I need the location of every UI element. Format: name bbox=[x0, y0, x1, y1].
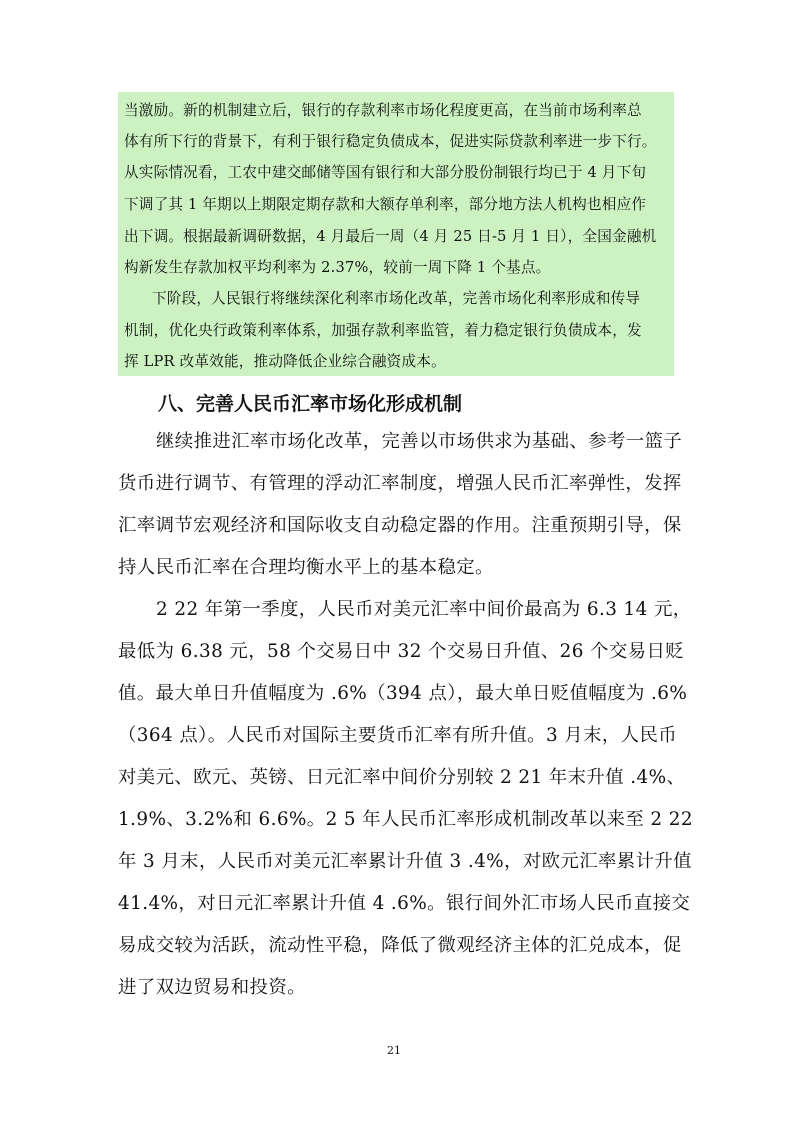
section-heading: 八、完善人民币汇率市场化形成机制 bbox=[158, 393, 463, 415]
paragraph-line: 最低为 6.38 元，58 个交易日中 32 个交易日升值、26 个交易日贬 bbox=[118, 641, 685, 662]
paragraph-line: 对美元、欧元、英镑、日元汇率中间价分别较 2 21 年末升值 .4%、 bbox=[118, 767, 686, 788]
page-number: 21 bbox=[387, 1044, 401, 1057]
highlighted-line: 挥 LPR 改革效能，推动降低企业综合融资成本。 bbox=[124, 353, 446, 370]
highlighted-line: 机制，优化央行政策利率体系，加强存款利率监管，着力稳定银行负债成本，发 bbox=[124, 322, 642, 339]
paragraph-line: 继续推进汇率市场化改革，完善以市场供求为基础、参考一篮子 bbox=[156, 431, 683, 452]
paragraph-line: 易成交较为活跃，流动性平稳，降低了微观经济主体的汇兑成本，促 bbox=[118, 935, 682, 956]
paragraph-line: （364 点）。人民币对国际主要货币汇率有所升值。3 月末，人民币 bbox=[118, 725, 678, 746]
highlighted-line: 从实际情况看，工农中建交邮储等国有银行和大部分股份制银行均已于 4 月下旬 bbox=[124, 164, 647, 181]
paragraph-line: 货币进行调节、有管理的浮动汇率制度，增强人民币汇率弹性，发挥 bbox=[118, 473, 682, 494]
paragraph-line: 汇率调节宏观经济和国际收支自动稳定器的作用。注重预期引导，保 bbox=[118, 515, 682, 536]
highlighted-line: 体有所下行的背景下，有利于银行稳定负债成本，促进实际贷款利率进一步下行。 bbox=[124, 133, 657, 150]
paragraph-line: 年 3 月末，人民币对美元汇率累计升值 3 .4%，对欧元汇率累计升值 bbox=[118, 851, 692, 872]
paragraph-line: 持人民币汇率在合理均衡水平上的基本稳定。 bbox=[118, 557, 494, 578]
highlighted-line: 当激励。新的机制建立后，银行的存款利率市场化程度更高，在当前市场利率总 bbox=[124, 102, 642, 119]
paragraph-line: 1.9%、3.2%和 6.6%。2 5 年人民币汇率形成机制改革以来至 2 22 bbox=[118, 809, 693, 830]
paragraph-line: 进了双边贸易和投资。 bbox=[118, 977, 306, 998]
highlighted-line: 出下调。根据最新调研数据，4 月最后一周（4 月 25 日-5 月 1 日），全国金融机 bbox=[124, 228, 657, 245]
highlighted-line: 下阶段，人民银行将继续深化利率市场化改革，完善市场化利率形成和传导 bbox=[152, 290, 641, 307]
highlighted-line: 下调了其 1 年期以上期限定期存款和大额存单利率，部分地方法人机构也相应作 bbox=[124, 196, 647, 213]
highlighted-line: 构新发生存款加权平均利率为 2.37%，较前一周下降 1 个基点。 bbox=[124, 259, 551, 276]
paragraph-line: 值。最大单日升值幅度为 .6%（394 点），最大单日贬值幅度为 .6% bbox=[118, 683, 688, 704]
paragraph-line: 41.4%，对日元汇率累计升值 4 .6%。银行间外汇市场人民币直接交 bbox=[118, 893, 691, 914]
paragraph-line: 2 22 年第一季度，人民币对美元汇率中间价最高为 6.3 14 元， bbox=[156, 599, 692, 620]
